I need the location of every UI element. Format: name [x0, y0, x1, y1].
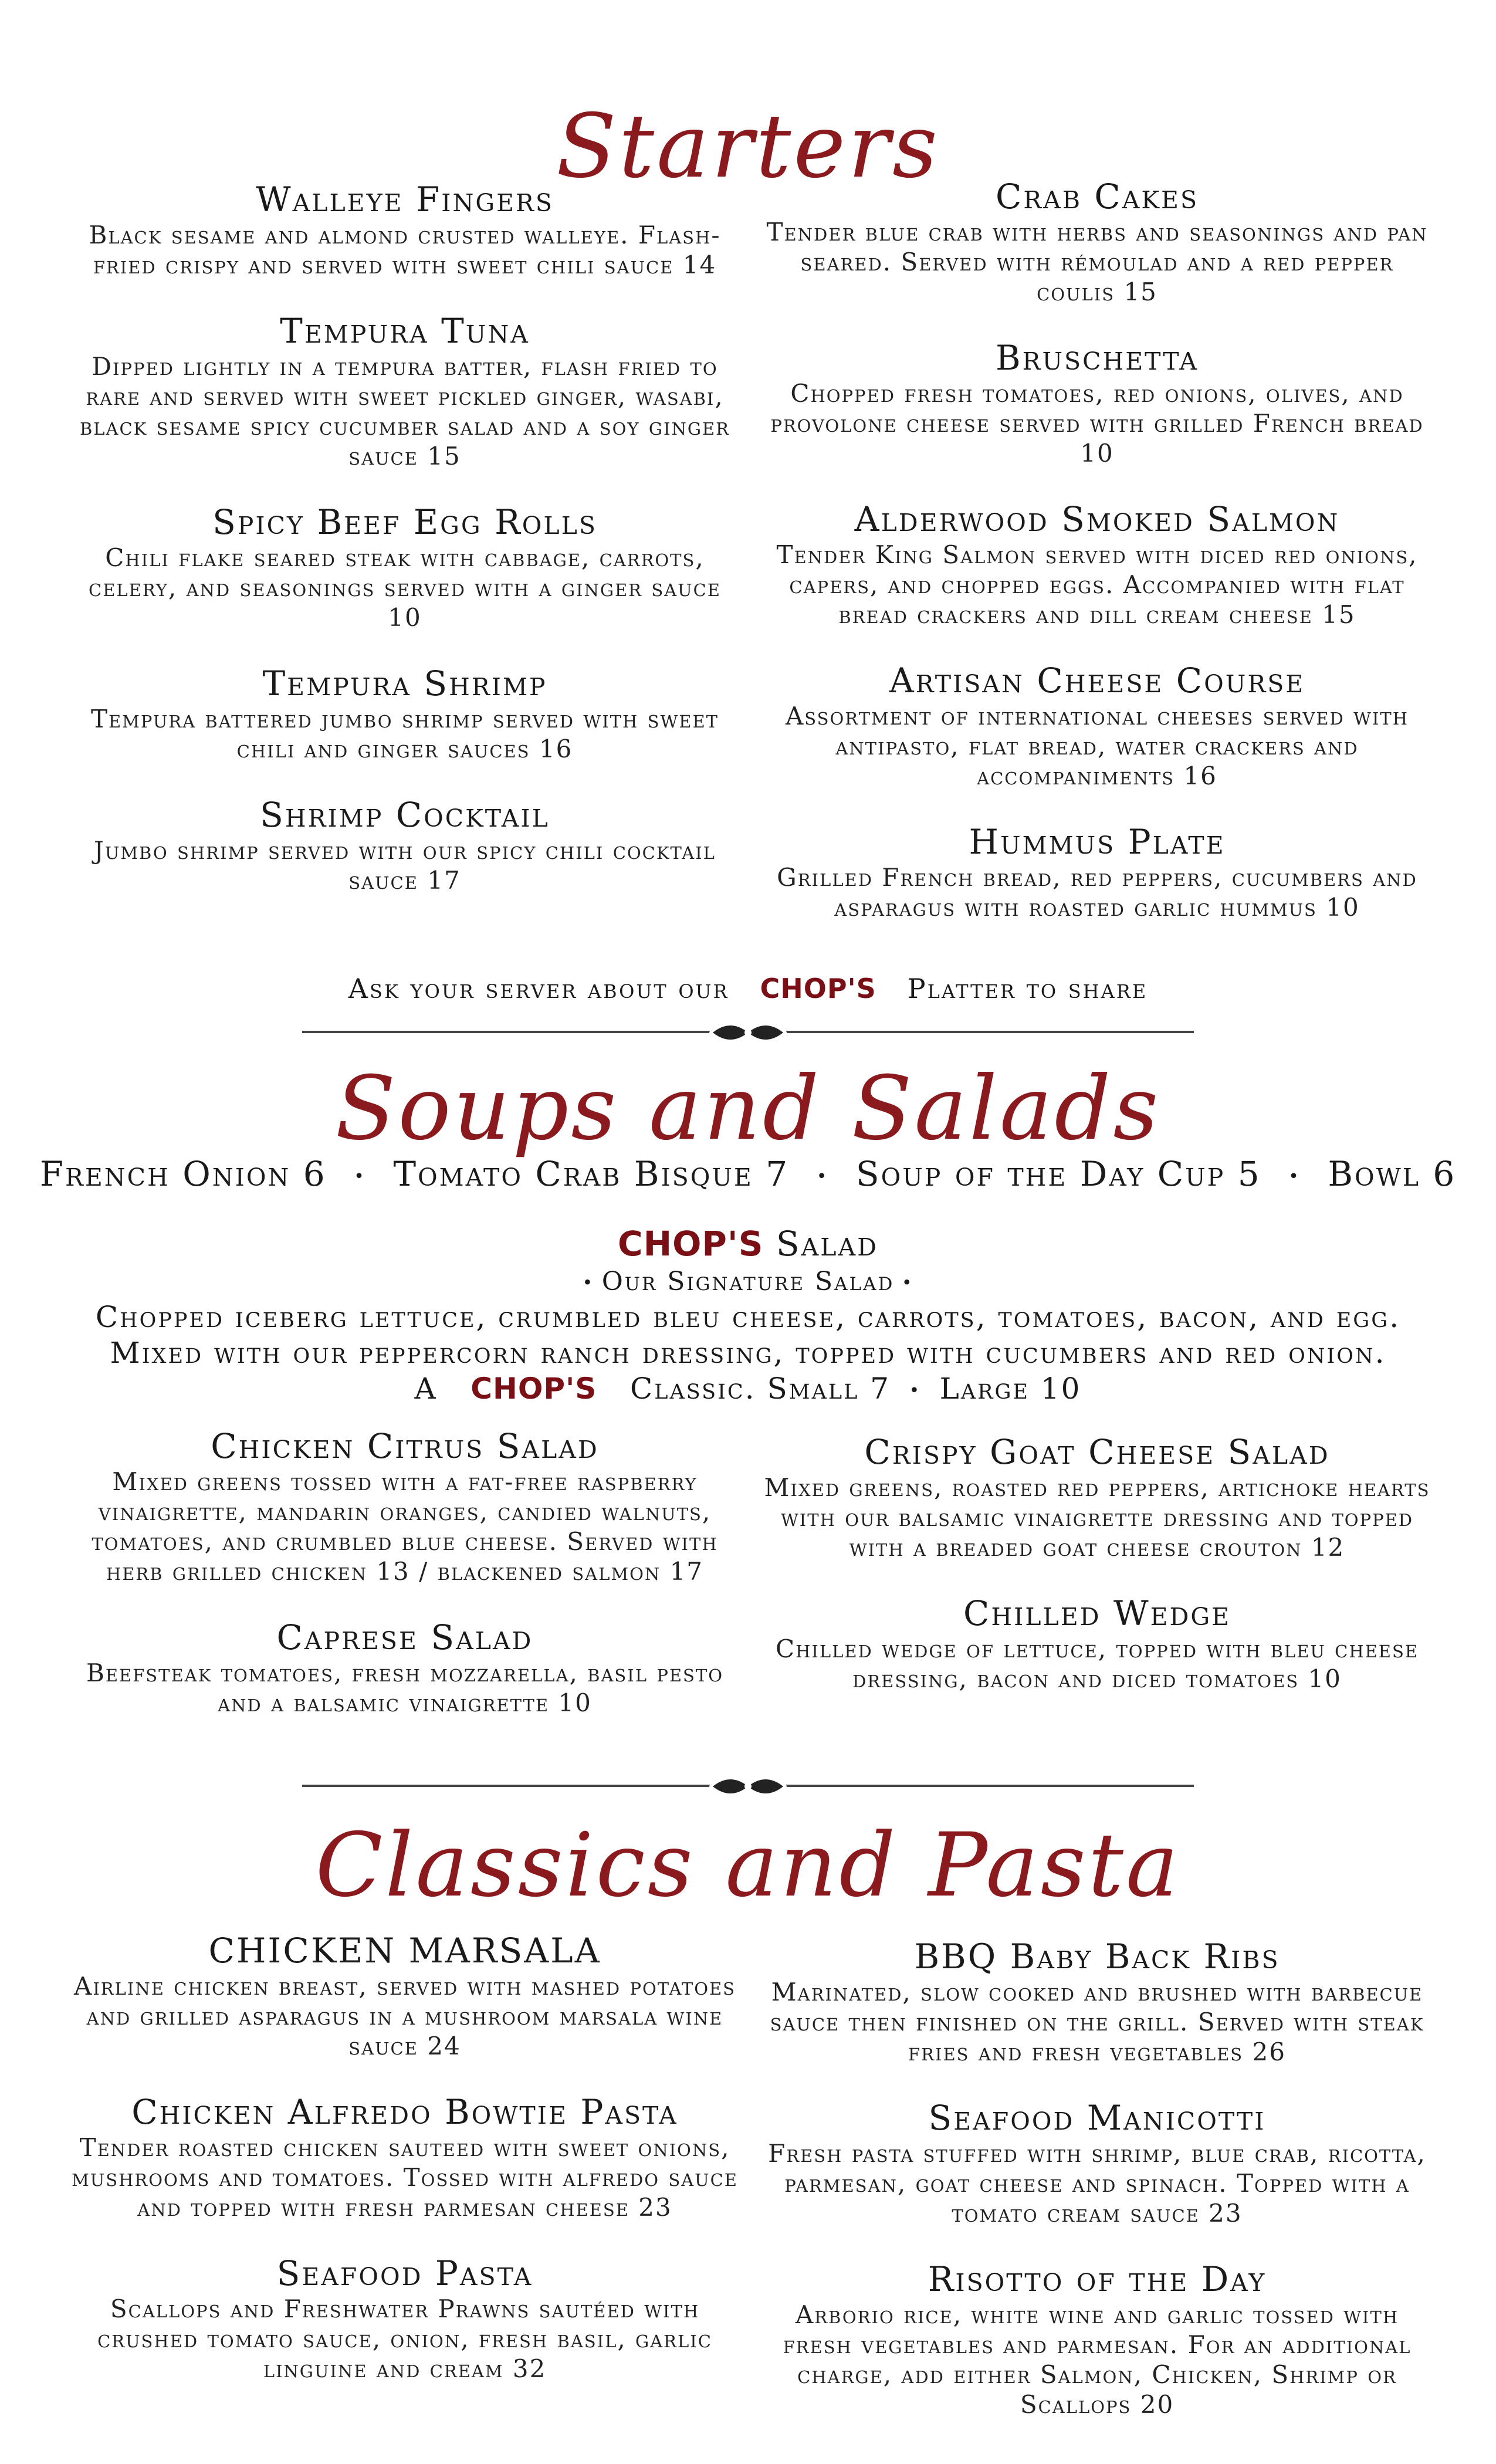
menu-item-desc: Tender roasted chicken sauteed with sweet onions, mushrooms and tomatoes. Tossed with alfredo sauce and topped with fresh parmesan cheese 23	[72, 2133, 738, 2222]
salads-left-column	[70, 1426, 739, 1748]
chops-logo: CHOP'S	[471, 1372, 597, 1406]
menu-item	[70, 2253, 739, 2384]
menu-item-desc: Tempura battered jumbo shrimp served with sweet chili and ginger sauces 16	[90, 705, 719, 763]
soups-line	[0, 1153, 1496, 1198]
menu-item	[763, 1431, 1431, 1562]
menu-item-desc: Chilled wedge of lettuce, topped with bleu cheese dressing, bacon and diced tomatoes 10	[775, 1634, 1419, 1693]
menu-item-desc: Marinated, slow cooked and brushed with barbecue sauce then finished on the grill. Served with steak fries and fresh vegetables 26	[770, 1978, 1424, 2066]
ornament-icon	[707, 1021, 789, 1044]
menu-item-name: Spicy Beef Egg Rolls	[212, 502, 597, 542]
menu-item-name: Tempura Shrimp	[262, 664, 547, 703]
menu-item	[763, 660, 1431, 791]
menu-item-name: Seafood Manicotti	[928, 2098, 1266, 2138]
chops-salad-title	[0, 1223, 1496, 1264]
menu-item	[70, 794, 739, 895]
chops-logo: CHOP'S	[618, 1224, 764, 1264]
menu-item-name: Seafood Pasta	[276, 2253, 533, 2293]
menu-item	[70, 502, 739, 632]
chops-salad-desc-2: Mixed with our peppercorn ranch dressing, topped with cucumbers and red onion.	[110, 1336, 1386, 1370]
menu-item	[70, 310, 739, 471]
menu-item-desc: Arborio rice, white wine and garlic tossed with fresh vegetables and parmesan. For an additional charge, add either Salmon, Chicken, Shrimp or Scallops 20	[783, 2300, 1412, 2419]
chops-logo: CHOP'S	[760, 973, 876, 1004]
menu-item-name: Chicken Alfredo Bowtie Pasta	[131, 2092, 678, 2132]
starters-right-column	[763, 176, 1431, 953]
menu-item	[70, 1930, 739, 2061]
menu-item-desc: Chopped fresh tomatoes, red onions, olives, and provolone cheese served with grilled French bread 10	[770, 379, 1424, 468]
soup-item: French Onion 6	[39, 1154, 327, 1194]
chops-salad-classic	[0, 1371, 1496, 1409]
menu-item-name: Hummus Plate	[969, 822, 1226, 862]
menu-item	[763, 2097, 1431, 2228]
menu-item	[763, 2259, 1431, 2419]
menu-item-name: Shrimp Cocktail	[260, 795, 550, 835]
separator-icon: •	[901, 1380, 929, 1401]
menu-item-name: Bruschetta	[995, 338, 1199, 378]
soup-item: Soup of the Day Cup 5	[855, 1154, 1261, 1194]
menu-item-name: Walleye Fingers	[256, 180, 554, 219]
ornament-icon	[707, 1775, 789, 1798]
menu-item-desc: Tender blue crab with herbs and seasonings and pan seared. Served with rémoulad and a red pepper coulis 15	[766, 218, 1428, 306]
classic-a: A	[414, 1372, 438, 1406]
menu-item-desc: Fresh pasta stuffed with shrimp, blue crab, ricotta, parmesan, goat cheese and spinach. Topped with a tomato cream sauce 23	[768, 2139, 1426, 2228]
separator-icon: •	[582, 1272, 602, 1294]
menu-item	[763, 176, 1431, 307]
menu-item	[763, 1936, 1431, 2067]
menu-item-desc: Tender King Salmon served with diced red onions, capers, and chopped eggs. Accompanied with flat bread crackers and dill cream cheese 15	[776, 540, 1418, 629]
separator-icon: •	[894, 1272, 914, 1294]
separator-icon: •	[801, 1166, 844, 1187]
menu-item	[763, 1593, 1431, 1694]
menu-item	[763, 821, 1431, 922]
menu-item-name: Alderwood Smoked Salmon	[854, 499, 1340, 539]
platter-note-before: Ask your server about our	[348, 973, 729, 1004]
menu-item-name: CHICKEN MARSALA	[208, 1931, 601, 1971]
chops-salad-subtitle	[0, 1266, 1496, 1299]
menu-item-desc: Jumbo shrimp served with our spicy chili cocktail sauce 17	[94, 836, 716, 895]
menu-item	[763, 499, 1431, 629]
subtitle-text: Our Signature Salad	[601, 1267, 895, 1297]
classic-c: Large 10	[939, 1372, 1082, 1406]
menu-item-name: Crab Cakes	[995, 177, 1199, 216]
menu-item-name: Chicken Citrus Salad	[211, 1426, 599, 1466]
menu-item-name: Artisan Cheese Course	[889, 661, 1305, 700]
menu-item-name: Crispy Goat Cheese Salad	[864, 1432, 1330, 1472]
menu-item-desc: Mixed greens, roasted red peppers, artichoke hearts with our balsamic vinaigrette dressing and topped with a breaded goat cheese crouton 12	[764, 1473, 1430, 1562]
salads-right-column	[763, 1431, 1431, 1724]
menu-item-name: Tempura Tuna	[280, 311, 530, 351]
menu-item	[70, 179, 739, 280]
classic-b: Classic. Small 7	[629, 1372, 891, 1406]
menu-item-name: BBQ Baby Back Ribs	[914, 1937, 1280, 1976]
soups-title: Soups and Salads	[335, 1058, 1161, 1160]
classics-left-column	[70, 1930, 739, 2414]
soup-item: Tomato Crab Bisque 7	[393, 1154, 790, 1194]
separator-icon: •	[1274, 1166, 1315, 1187]
platter-note-after: Platter to share	[907, 973, 1148, 1004]
menu-item-desc: Scallops and Freshwater Prawns sautéed with crushed tomato sauce, onion, fresh basil, garlic linguine and cream 32	[97, 2294, 712, 2383]
menu-item-desc: Dipped lightly in a tempura batter, flash fried to rare and served with sweet pickled ginger, wasabi, black sesame spicy cucumber salad and a soy ginger sauce 15	[79, 352, 730, 471]
menu-item	[763, 337, 1431, 468]
menu-item	[70, 1426, 739, 1586]
menu-item-desc: Assortment of international cheeses served with antipasto, flat bread, water crackers and accompaniments 16	[785, 702, 1409, 790]
classics-title: Classics and Pasta	[315, 1815, 1181, 1917]
menu-item-name: Chilled Wedge	[963, 1593, 1231, 1633]
menu-item	[70, 663, 739, 764]
starters-left-column	[70, 179, 739, 926]
soup-item: Bowl 6	[1328, 1154, 1457, 1194]
menu-item-name: Caprese Salad	[276, 1617, 533, 1657]
menu-item-name: Risotto of the Day	[928, 2259, 1267, 2299]
menu-item-desc: Airline chicken breast, served with mashed potatoes and grilled asparagus in a mushroom marsala wine sauce 24	[74, 1972, 736, 2060]
menu-item-desc: Beefsteak tomatoes, fresh mozzarella, basil pesto and a balsamic vinaigrette 10	[86, 1659, 724, 1717]
menu-item-desc: Grilled French bread, red peppers, cucumbers and asparagus with roasted garlic hummus 10	[777, 863, 1417, 922]
chops-salad-name: Salad	[776, 1224, 878, 1264]
starters-title: Starters	[556, 96, 940, 198]
menu-item	[70, 1617, 739, 1718]
menu-item-desc: Chili flake seared steak with cabbage, carrots, celery, and seasonings served with a ginger sauce 10	[89, 543, 721, 632]
classics-right-column	[763, 1936, 1431, 2450]
separator-icon: •	[339, 1166, 381, 1187]
chops-salad-desc-1: Chopped iceberg lettuce, crumbled bleu cheese, carrots, tomatoes, bacon, and egg.	[95, 1300, 1401, 1334]
menu-item	[70, 2091, 739, 2222]
platter-note	[0, 971, 1496, 1006]
menu-item-desc: Black sesame and almond crusted walleye. Flash-fried crispy and served with sweet chili sauce 14	[89, 221, 721, 279]
menu-item-desc: Mixed greens tossed with a fat-free raspberry vinaigrette, mandarin oranges, candied walnuts, tomatoes, and crumbled blue cheese. Served with herb grilled chicken 13 / blackened salmon 17	[92, 1467, 718, 1586]
